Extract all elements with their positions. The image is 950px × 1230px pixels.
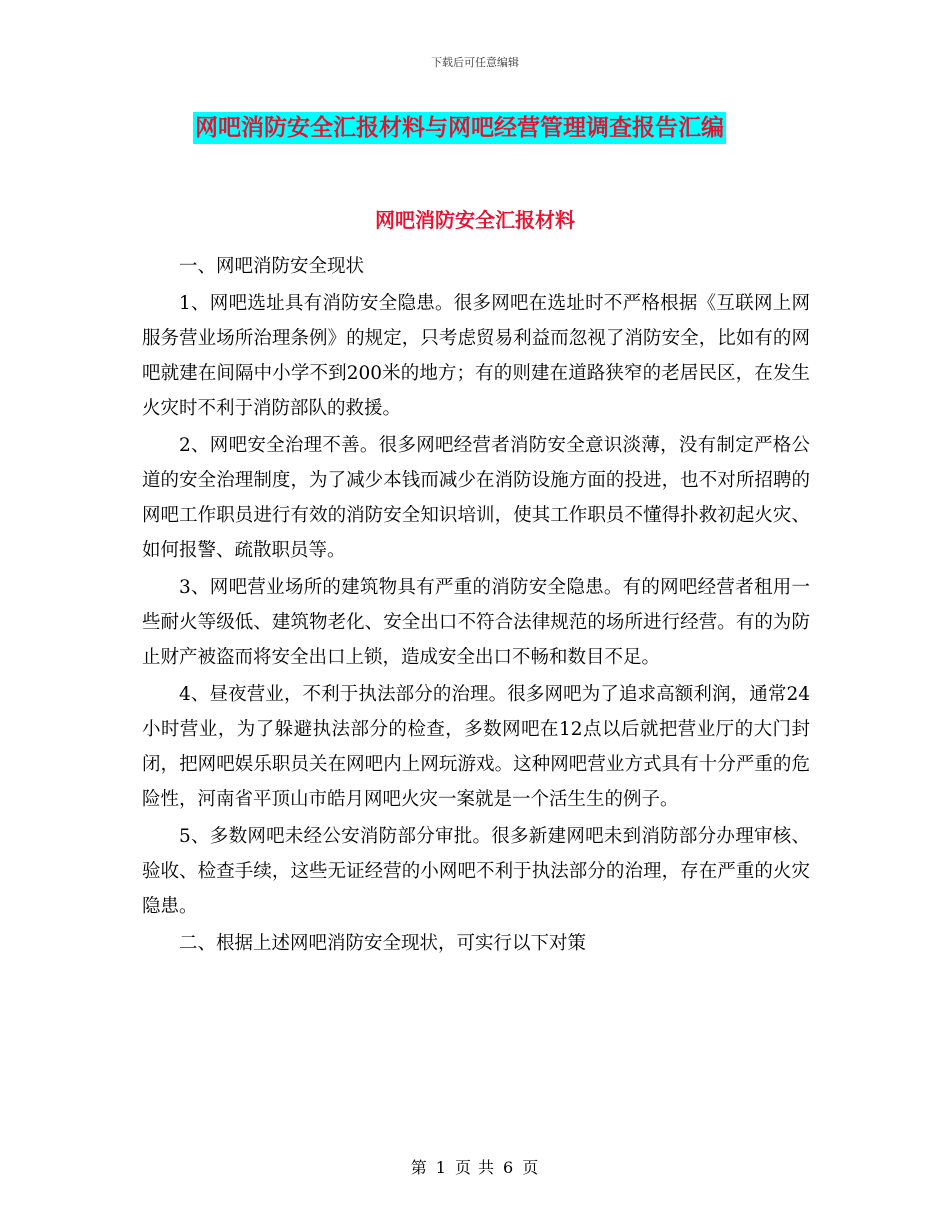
paragraph-3: 3、网吧营业场所的建筑物具有严重的消防安全隐患。有的网吧经营者租用一些耐火等级低、建筑物老化、安全出口不符合法律规范的场所进行经营。有的为防止财产被盗而将安全出口上锁，造成安全出口不畅和数目不足。 (142, 577, 810, 668)
paragraph-2: 2、网吧安全治理不善。很多网吧经营者消防安全意识淡薄，没有制定严格公道的安全治理制度，为了减少本钱而减少在消防设施方面的投进，也不对所招聘的网吧工作职员进行有效的消防安全知识培训，使其工作职员不懂得扑救初起火灾、如何报警、疏散职员等。 (142, 435, 810, 561)
page-label-mid: 页 共 (454, 1158, 496, 1177)
paragraph-5: 5、多数网吧未经公安消防部分审批。很多新建网吧未到消防部分办理审核、验收、检查手续，这些无证经营的小网吧不利于执法部分的治理，存在严重的火灾隐患。 (142, 826, 810, 917)
page-label-suffix: 页 (522, 1158, 540, 1177)
paragraph-heading-1: 一、网吧消防安全现状 (179, 256, 365, 277)
page-footer (0, 1155, 950, 1178)
page-label-prefix: 第 (410, 1158, 428, 1177)
page-number: 1 (435, 1158, 447, 1177)
total-pages: 6 (503, 1158, 515, 1177)
document-body (142, 249, 810, 963)
paragraph-4: 4、昼夜营业，不利于执法部分的治理。很多网吧为了追求高额利润，通常24小时营业，为了躲避执法部分的检查，多数网吧在12点以后就把营业厅的大门封闭，把网吧娱乐职员关在网吧内上网玩游戏。这种网吧营业方式具有十分严重的危险性，河南省平顶山市皓月网吧火灾一案就是一个活生生的例子。 (142, 684, 810, 810)
paragraph-1: 1、网吧选址具有消防安全隐患。很多网吧在选址时不严格根据《互联网上网服务营业场所治理条例》的规定，只考虑贸易利益而忽视了消防安全，比如有的网吧就建在间隔中小学不到200米的地方；有的则建在道路狭窄的老居民区，在发生火灾时不利于消防部队的救援。 (142, 293, 810, 419)
paragraph-heading-2: 二、根据上述网吧消防安全现状，可实行以下对策 (179, 933, 587, 954)
header-note: 下载后可任意编辑 (431, 56, 519, 69)
document-title: 网吧消防安全汇报材料与网吧经营管理调查报告汇编 (193, 112, 726, 144)
section-title: 网吧消防安全汇报材料 (375, 208, 575, 232)
